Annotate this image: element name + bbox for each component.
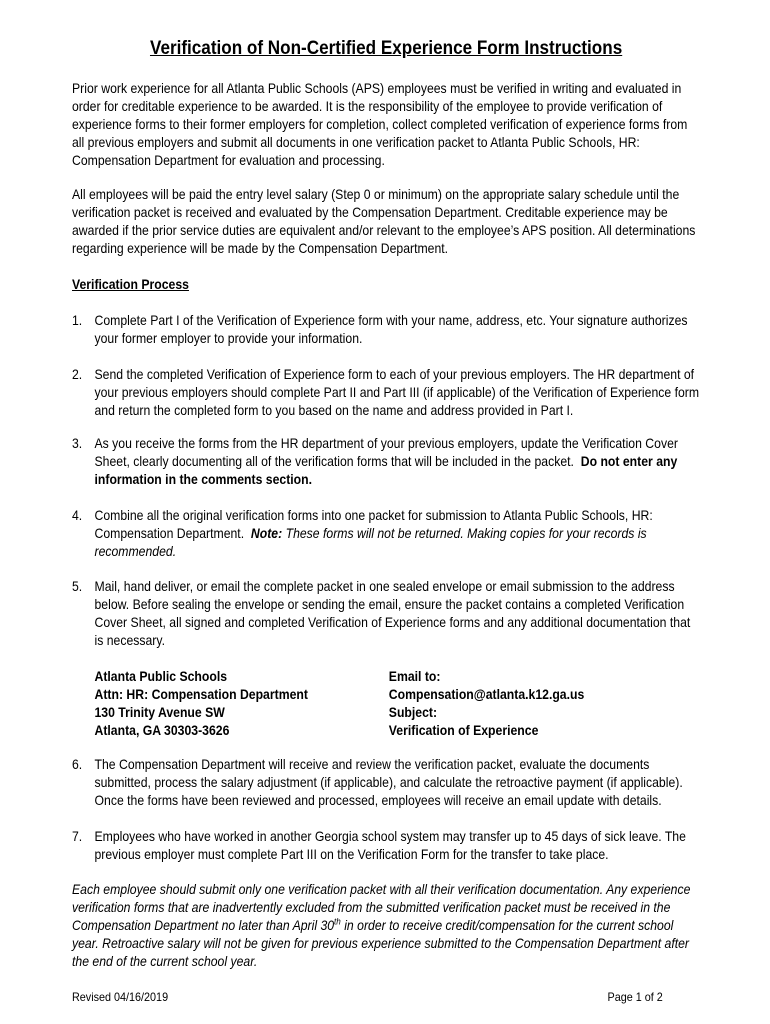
list-item-number: 4. xyxy=(72,508,83,523)
address-line-1: Atlanta Public Schools xyxy=(94,669,228,684)
intro-paragraph-2: All employees will be paid the entry level salary (Step 0 or minimum) on the appropriate salary schedule until the verification packet is received and evaluated by the Compensation Department. Creditable experience may be awarded if the prior service duties are equivalent and/or relevant to the employee’s APS position. All determinations regarding experience will be made by the Compensation Department. xyxy=(72,187,696,256)
email-label: Email to: xyxy=(388,669,441,684)
verification-process-heading: Verification Process xyxy=(72,277,189,292)
subject-label: Subject: xyxy=(388,705,438,720)
email-subject: Verification of Experience xyxy=(388,723,539,738)
list-item-number: 7. xyxy=(72,829,83,844)
list-item-number: 2. xyxy=(72,367,83,382)
list-item-number: 6. xyxy=(72,757,83,772)
closing-text-before: Each employee should submit only one verification packet with all their verification documentation. Any experience verification forms that are inadvertently excluded from the submitted verification packet must be received in the Compensation Department no later than April 30 xyxy=(72,882,691,933)
revision-date: Revised 04/16/2019 xyxy=(72,990,169,1004)
note-text: These forms will not be returned. Making copies for your records is recommended. xyxy=(94,526,647,559)
list-item-number: 3. xyxy=(72,436,83,451)
address-line-2: Attn: HR: Compensation Department xyxy=(94,687,308,702)
list-item-text: Mail, hand deliver, or email the complete packet in one sealed envelope or email submission to the address below. Before sealing the envelope or sending the email, ensure the packet contains a completed Verification Cover Sheet, all signed and completed Verification of Experience forms and any additional documentation that is necessary. xyxy=(94,579,691,648)
list-item-text: Send the completed Verification of Experience form to each of your previous employers. The HR department of your previous employers should complete Part II and Part III (if applicable) of the Verification of Experience form and return the completed form to you based on the name and address provided in Part I. xyxy=(94,367,700,418)
closing-paragraph xyxy=(72,881,700,971)
note-label: Note: xyxy=(250,526,283,541)
address-line-3: 130 Trinity Avenue SW xyxy=(94,705,225,720)
list-item-text: As you receive the forms from the HR department of your previous employers, update the Verification Cover Sheet, clearly documenting all of the verification forms that will be included in the packet. xyxy=(94,436,678,469)
intro-paragraph-1: Prior work experience for all Atlanta Public Schools (APS) employees must be verified in writing and evaluated in order for creditable experience to be awarded. It is the responsibility of the employee to provide verification of experience forms to their former employers for completion, collect completed verification of experience forms from all previous employers and submit all documents in one verification packet to Atlanta Public Schools, HR: Compensation Department for evaluation and processing. xyxy=(72,81,688,168)
address-line-4: Atlanta, GA 30303-3626 xyxy=(94,723,230,738)
page-number: Page 1 of 2 xyxy=(607,990,663,1004)
list-item-text: Complete Part I of the Verification of Experience form with your name, address, etc. Your signature authorizes your former employer to provide your information. xyxy=(94,313,688,346)
list-item-text: Employees who have worked in another Georgia school system may transfer up to 45 days of sick leave. The previous employer must complete Part III on the Verification Form for the transfer to take place. xyxy=(94,829,686,862)
list-item-text: Combine all the original verification forms into one packet for submission to Atlanta Public Schools, HR: Compensation Department. xyxy=(94,508,653,541)
closing-superscript: th xyxy=(334,916,341,927)
list-item-number: 5. xyxy=(72,579,83,594)
comments-warning: Do not enter any information in the comments section. xyxy=(94,454,678,487)
email-address: Compensation@atlanta.k12.ga.us xyxy=(388,687,585,702)
list-item-text-container xyxy=(95,435,701,489)
document-title: Verification of Non-Certified Experience Form Instructions xyxy=(149,38,623,59)
email-instructions xyxy=(389,668,584,740)
list-item-text-container xyxy=(95,507,701,561)
list-item-text: The Compensation Department will receive and review the verification packet, evaluate the documents submitted, process the salary adjustment (if applicable), and calculate the retroactive payment (if applicable). Once the forms have been reviewed and processed, employees will receive an email update with details. xyxy=(94,757,683,808)
closing-text-after: in order to receive credit/compensation for the current school year. Retroactive salary will not be given for previous experience submitted to the Compensation Department after the end of the current school year. xyxy=(72,918,690,969)
mailing-address xyxy=(95,668,308,740)
list-item-number: 1. xyxy=(72,313,83,328)
